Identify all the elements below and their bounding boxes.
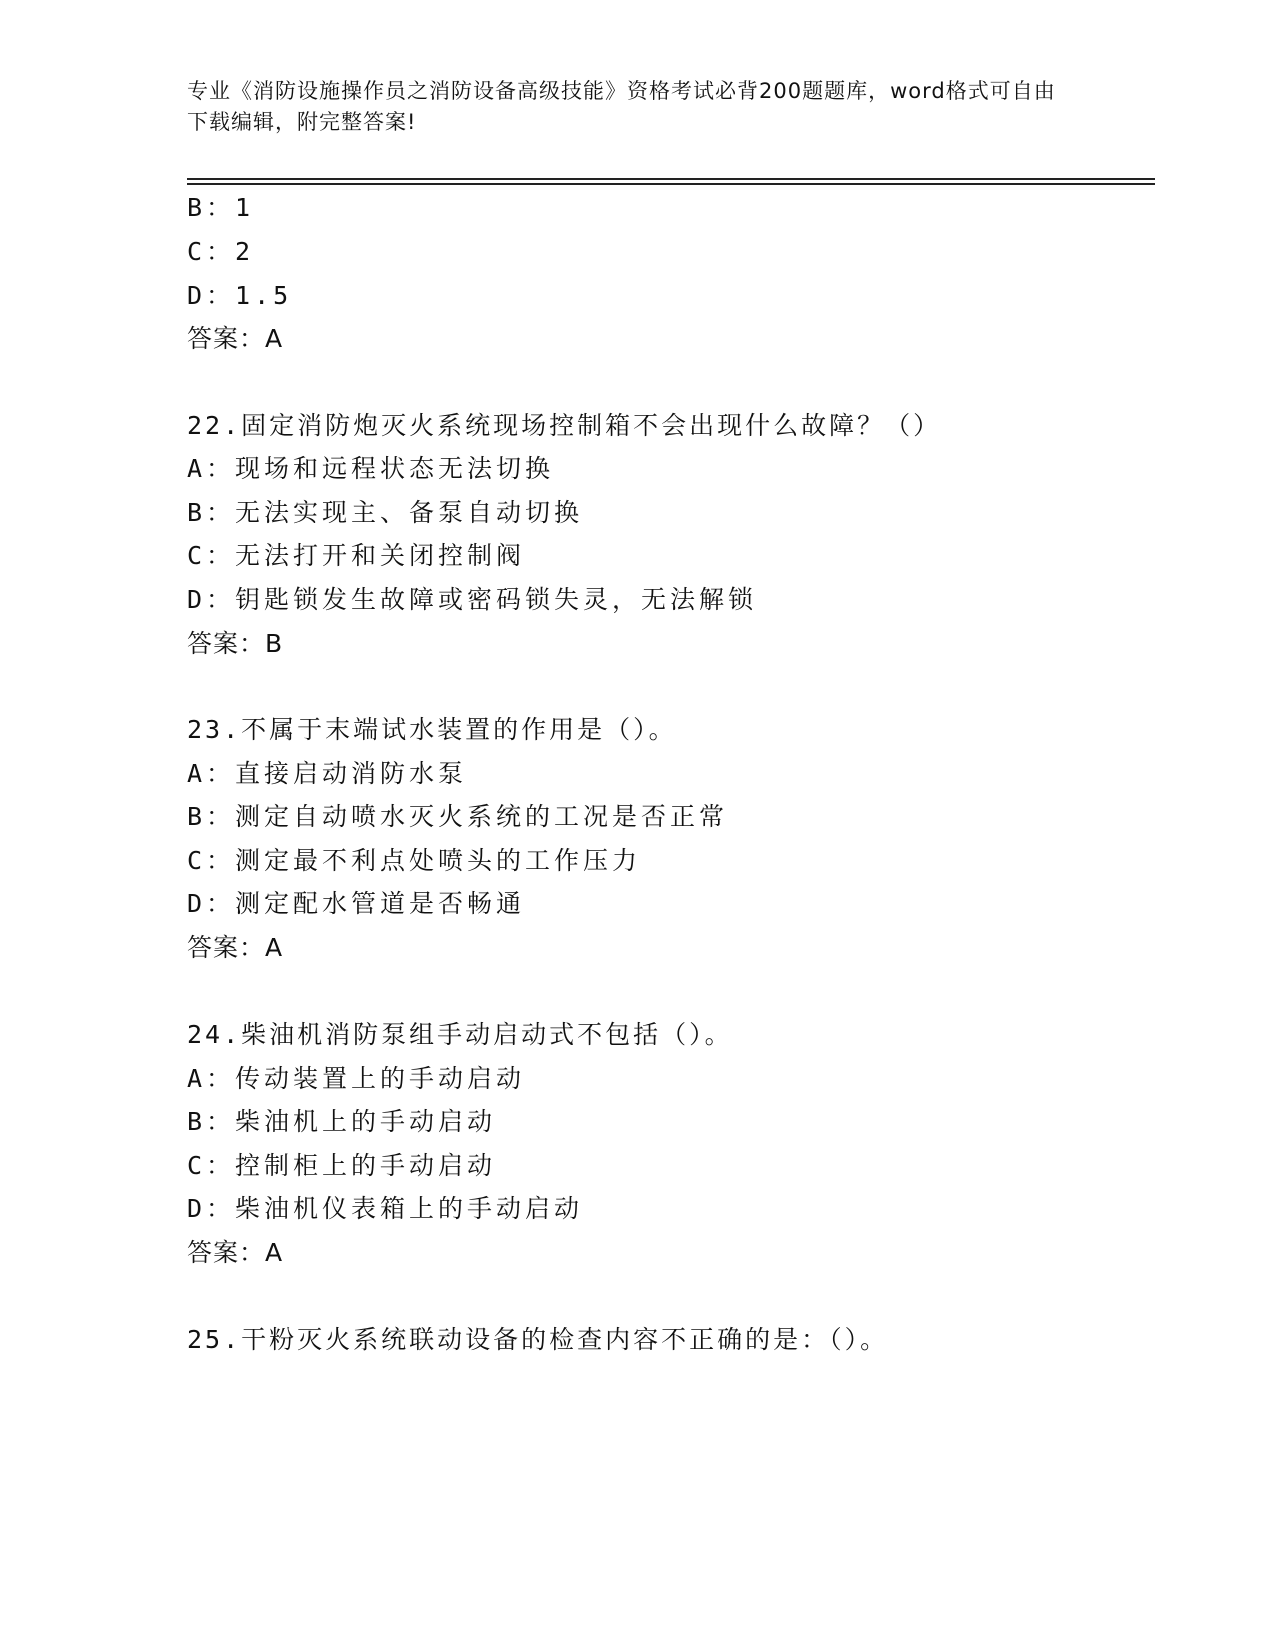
option-c: C：2 <box>187 237 255 266</box>
option-a: A：现场和远程状态无法切换 <box>187 454 555 483</box>
option-b: B：测定自动喷水灭火系统的工况是否正常 <box>187 802 729 831</box>
option-d: D：1.5 <box>187 281 293 310</box>
answer-line: 答案：B <box>187 629 284 658</box>
header-divider-bottom <box>187 183 1155 185</box>
option-d: D：测定配水管道是否畅通 <box>187 889 526 918</box>
question-title: 24.柴油机消防泵组手动启动式不包括（）。 <box>187 1020 733 1049</box>
option-b: B：1 <box>187 193 255 222</box>
question-title: 23.不属于末端试水装置的作用是（）。 <box>187 715 677 744</box>
question-title: 22.固定消防炮灭火系统现场控制箱不会出现什么故障？（） <box>187 411 942 440</box>
option-c: C：控制柜上的手动启动 <box>187 1151 497 1180</box>
answer-line: 答案：A <box>187 1238 284 1267</box>
option-d: D：钥匙锁发生故障或密码锁失灵，无法解锁 <box>187 585 758 614</box>
option-b: B：柴油机上的手动启动 <box>187 1107 497 1136</box>
option-d: D：柴油机仪表箱上的手动启动 <box>187 1194 584 1223</box>
option-a: A：直接启动消防水泵 <box>187 759 468 788</box>
option-a: A：传动装置上的手动启动 <box>187 1064 526 1093</box>
header-divider-top <box>187 178 1155 180</box>
option-b: B：无法实现主、备泵自动切换 <box>187 498 584 527</box>
answer-line: 答案：A <box>187 933 284 962</box>
document-header-title: 专业《消防设施操作员之消防设备高级技能》资格考试必背200题题库，word格式可自由下载编辑，附完整答案! <box>187 79 1056 134</box>
answer-line: 答案：A <box>187 324 284 353</box>
option-c: C：测定最不利点处喷头的工作压力 <box>187 846 642 875</box>
option-c: C：无法打开和关闭控制阀 <box>187 541 526 570</box>
question-title: 25.干粉灭火系统联动设备的检查内容不正确的是：（）。 <box>187 1325 889 1354</box>
